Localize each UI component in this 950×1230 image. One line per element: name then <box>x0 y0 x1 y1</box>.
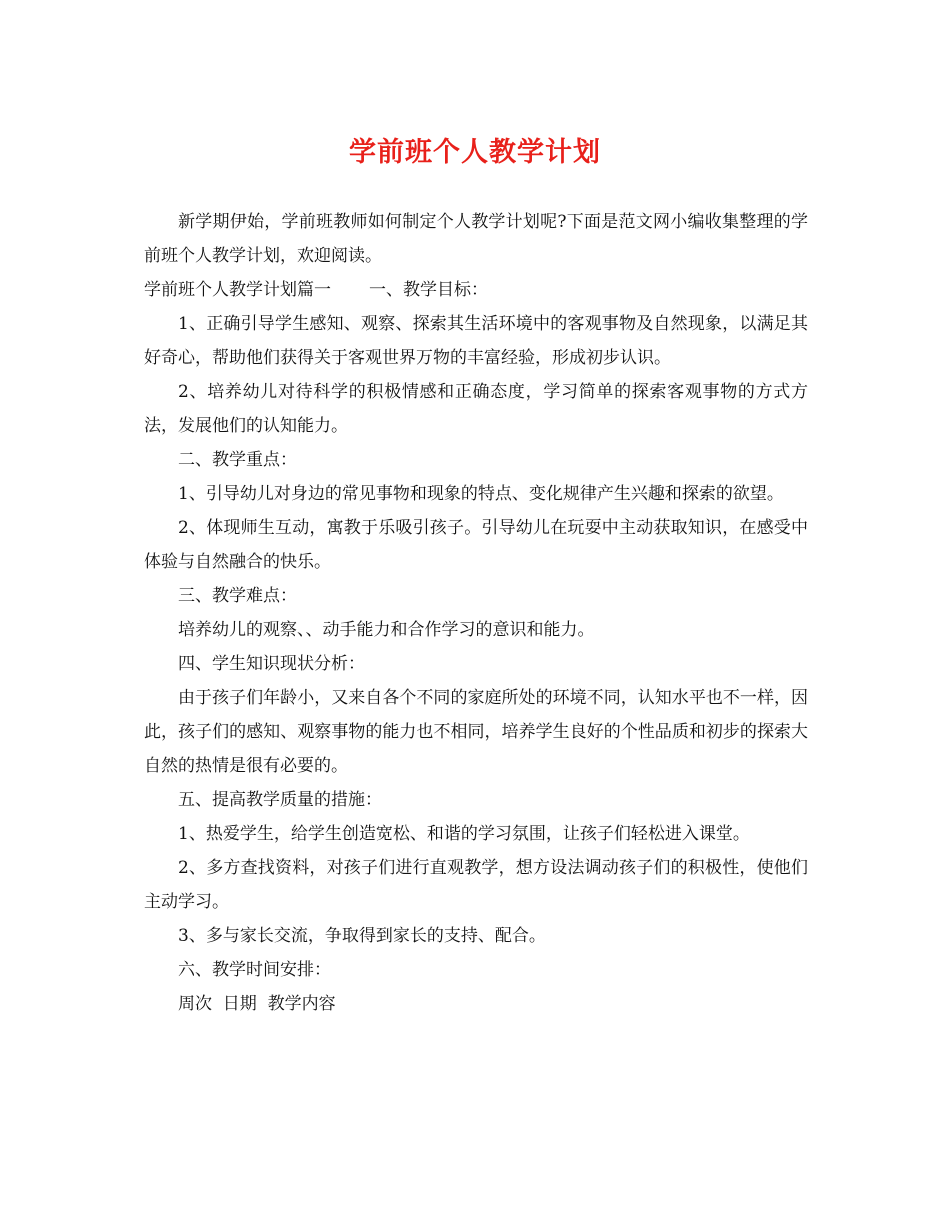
paragraph: 2、体现师生互动，寓教于乐吸引孩子。引导幼儿在玩耍中主动获取知识，在感受中体验与自然融合的快乐。 <box>144 518 808 572</box>
intro-paragraph: 新学期伊始，学前班教师如何制定个人教学计划呢?下面是范文网小编收集整理的学前班个人教学计划，欢迎阅读。 <box>144 212 808 266</box>
section-heading: 二、教学重点： <box>178 450 297 470</box>
paragraph: 1、正确引导学生感知、观察、探索其生活环境中的客观事物及自然现象，以满足其好奇心，帮助他们获得关于客观世界万物的丰富经验，形成初步认识。 <box>144 314 808 368</box>
section-heading: 五、提高教学质量的措施： <box>178 790 382 810</box>
section-heading: 三、教学难点： <box>178 586 297 606</box>
document-title: 学前班个人教学计划 <box>349 137 601 168</box>
section-heading: 六、教学时间安排： <box>178 960 331 980</box>
paragraph: 培养幼儿的观察、、动手能力和合作学习的意识和能力。 <box>178 620 595 640</box>
paragraph: 2、培养幼儿对待科学的积极情感和正确态度，学习简单的探索客观事物的方式方法，发展他们的认知能力。 <box>144 382 808 436</box>
section-heading-line <box>144 273 808 307</box>
section-heading: 一、教学目标： <box>369 280 488 300</box>
paragraph: 由于孩子们年龄小，又来自各个不同的家庭所处的环境不同，认知水平也不一样，因此，孩子们的感知、观察事物的能力也不相同，培养学生良好的个性品质和初步的探索大自然的热情是很有必要的。 <box>144 688 808 776</box>
section-heading: 四、学生知识现状分析： <box>178 654 365 674</box>
document-body <box>144 205 808 1021</box>
paragraph: 2、多方查找资料，对孩子们进行直观教学，想方设法调动孩子们的积极性，使他们主动学习。 <box>144 858 808 912</box>
paragraph: 3、多与家长交流，争取得到家长的支持、配合。 <box>178 926 546 946</box>
schedule-header: 周次 日期 教学内容 <box>178 994 336 1014</box>
paragraph: 1、热爱学生，给学生创造宽松、和谐的学习氛围，让孩子们轻松进入课堂。 <box>178 824 750 844</box>
article-heading: 学前班个人教学计划篇一 <box>144 280 331 300</box>
paragraph: 1、引导幼儿对身边的常见事物和现象的特点、变化规律产生兴趣和探索的欲望。 <box>178 484 784 504</box>
